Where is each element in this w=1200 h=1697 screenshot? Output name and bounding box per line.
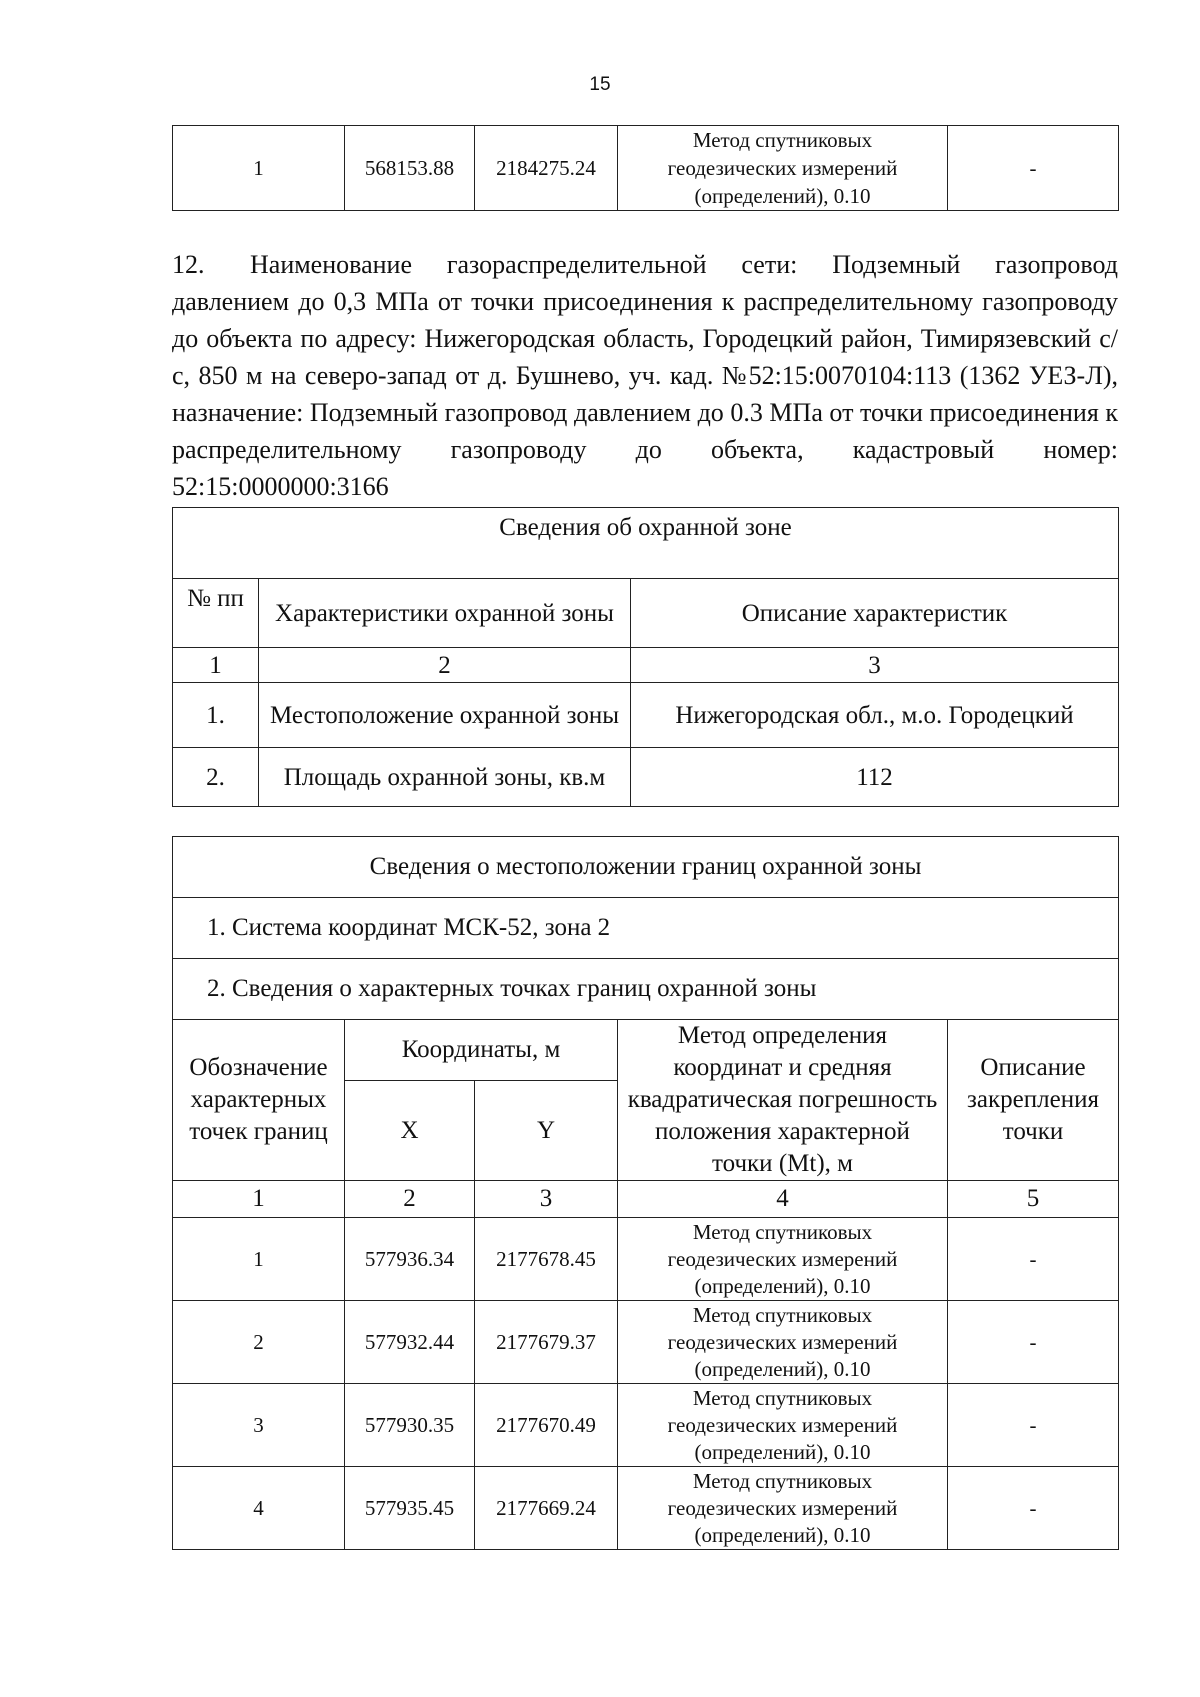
column-index: 1 bbox=[173, 1181, 345, 1218]
characteristic-value: Нижегородская обл., м.о. Городецкий bbox=[631, 683, 1119, 748]
coord-y: 2177670.49 bbox=[475, 1384, 618, 1467]
protection-zone-table bbox=[172, 507, 1119, 807]
page-number: 15 bbox=[589, 74, 611, 95]
coord-x: 577932.44 bbox=[345, 1301, 475, 1384]
row-number: 1. bbox=[173, 683, 259, 748]
characteristic-name: Местоположение охранной зоны bbox=[259, 683, 631, 748]
table-row bbox=[173, 683, 1119, 748]
method-line: (определений), 0.10 bbox=[694, 1439, 871, 1464]
coord-y: 2177669.24 bbox=[475, 1467, 618, 1550]
method-cell bbox=[618, 1384, 948, 1467]
table-row bbox=[173, 1467, 1119, 1550]
header-method: Метод определения координат и средняя квадратическая погрешность положения характерной точки (Mt), м bbox=[618, 1020, 948, 1181]
method-line: геодезических измерений bbox=[667, 1412, 898, 1437]
method-line: Метод спутниковых bbox=[692, 128, 873, 152]
fixing-description: - bbox=[948, 1301, 1119, 1384]
method-line: Метод спутниковых bbox=[692, 1385, 873, 1410]
table-row bbox=[173, 1218, 1119, 1301]
header-y: Y bbox=[475, 1081, 618, 1181]
point-number: 2 bbox=[173, 1301, 345, 1384]
characteristic-value: 112 bbox=[631, 748, 1119, 807]
method-line: Метод спутниковых bbox=[692, 1468, 873, 1493]
header-number: № пп bbox=[173, 579, 259, 648]
row-number: 2. bbox=[173, 748, 259, 807]
coord-y: 2177679.37 bbox=[475, 1301, 618, 1384]
continued-points-table bbox=[172, 125, 1119, 211]
column-index: 2 bbox=[345, 1181, 475, 1218]
point-number: 4 bbox=[173, 1467, 345, 1550]
column-index: 3 bbox=[475, 1181, 618, 1218]
zone-table-title: Сведения об охранной зоне bbox=[173, 508, 1119, 579]
header-fixing: Описание закрепления точки bbox=[948, 1020, 1119, 1181]
header-characteristic: Характеристики охранной зоны bbox=[259, 579, 631, 648]
method-line: геодезических измерений bbox=[667, 1495, 898, 1520]
coordinate-system: 1. Система координат МСК-52, зона 2 bbox=[173, 898, 1119, 959]
method-line: Метод спутниковых bbox=[692, 1219, 873, 1244]
fixing-description: - bbox=[948, 126, 1119, 211]
header-designation: Обозначение характерных точек границ bbox=[173, 1020, 345, 1181]
method-line: геодезических измерений bbox=[667, 1246, 898, 1271]
table-row bbox=[173, 1301, 1119, 1384]
method-line: (определений), 0.10 bbox=[694, 1273, 871, 1298]
paragraph-number: 12. bbox=[172, 250, 205, 279]
point-number: 3 bbox=[173, 1384, 345, 1467]
points-section-title: 2. Сведения о характерных точках границ охранной зоны bbox=[173, 959, 1119, 1020]
characteristic-name: Площадь охранной зоны, кв.м bbox=[259, 748, 631, 807]
coord-x: 577936.34 bbox=[345, 1218, 475, 1301]
column-index: 3 bbox=[631, 648, 1119, 683]
header-x: X bbox=[345, 1081, 475, 1181]
network-description-paragraph bbox=[172, 246, 1118, 505]
coord-table-title: Сведения о местоположении границ охранной зоны bbox=[173, 837, 1119, 898]
coord-x: 577930.35 bbox=[345, 1384, 475, 1467]
method-line: (определений), 0.10 bbox=[694, 1522, 871, 1547]
fixing-description: - bbox=[948, 1218, 1119, 1301]
column-index: 4 bbox=[618, 1181, 948, 1218]
table-row bbox=[173, 1384, 1119, 1467]
paragraph-text: Наименование газораспределительной сети: Подземный газопровод давлением до 0,3 МПа от точки присоединения к распределительному газопроводу до объекта по адресу: Нижегородская область, Городецкий район, Тимирязевский с/с, 850 м на северо-запад от д. Бушнево, уч. кад. №52:15:0070104:113 (1362 УЕЗ-Л), назначение: Подземный газопровод давлением до 0.3 МПа от точки присоединения к распределительному газопроводу до объекта, кадастровый номер: 52:15:0000000:3166 bbox=[172, 250, 1118, 501]
point-number: 1 bbox=[173, 126, 345, 211]
table-row bbox=[173, 748, 1119, 807]
column-index: 5 bbox=[948, 1181, 1119, 1218]
header-coordinates: Координаты, м bbox=[345, 1020, 618, 1081]
point-number: 1 bbox=[173, 1218, 345, 1301]
method-cell bbox=[618, 126, 948, 211]
method-line: геодезических измерений bbox=[667, 1329, 898, 1354]
coord-y: 2184275.24 bbox=[475, 126, 618, 211]
method-cell bbox=[618, 1301, 948, 1384]
method-line: (определений), 0.10 bbox=[694, 1356, 871, 1381]
fixing-description: - bbox=[948, 1467, 1119, 1550]
table-row bbox=[173, 126, 1119, 211]
method-line: Метод спутниковых bbox=[692, 1302, 873, 1327]
column-index: 2 bbox=[259, 648, 631, 683]
header-description: Описание характеристик bbox=[631, 579, 1119, 648]
fixing-description: - bbox=[948, 1384, 1119, 1467]
coord-y: 2177678.45 bbox=[475, 1218, 618, 1301]
method-cell bbox=[618, 1218, 948, 1301]
boundary-coordinates-table bbox=[172, 836, 1119, 1550]
column-index: 1 bbox=[173, 648, 259, 683]
method-cell bbox=[618, 1467, 948, 1550]
method-line: геодезических измерений bbox=[667, 156, 898, 180]
method-line: (определений), 0.10 bbox=[694, 184, 871, 208]
coord-x: 577935.45 bbox=[345, 1467, 475, 1550]
coord-x: 568153.88 bbox=[345, 126, 475, 211]
